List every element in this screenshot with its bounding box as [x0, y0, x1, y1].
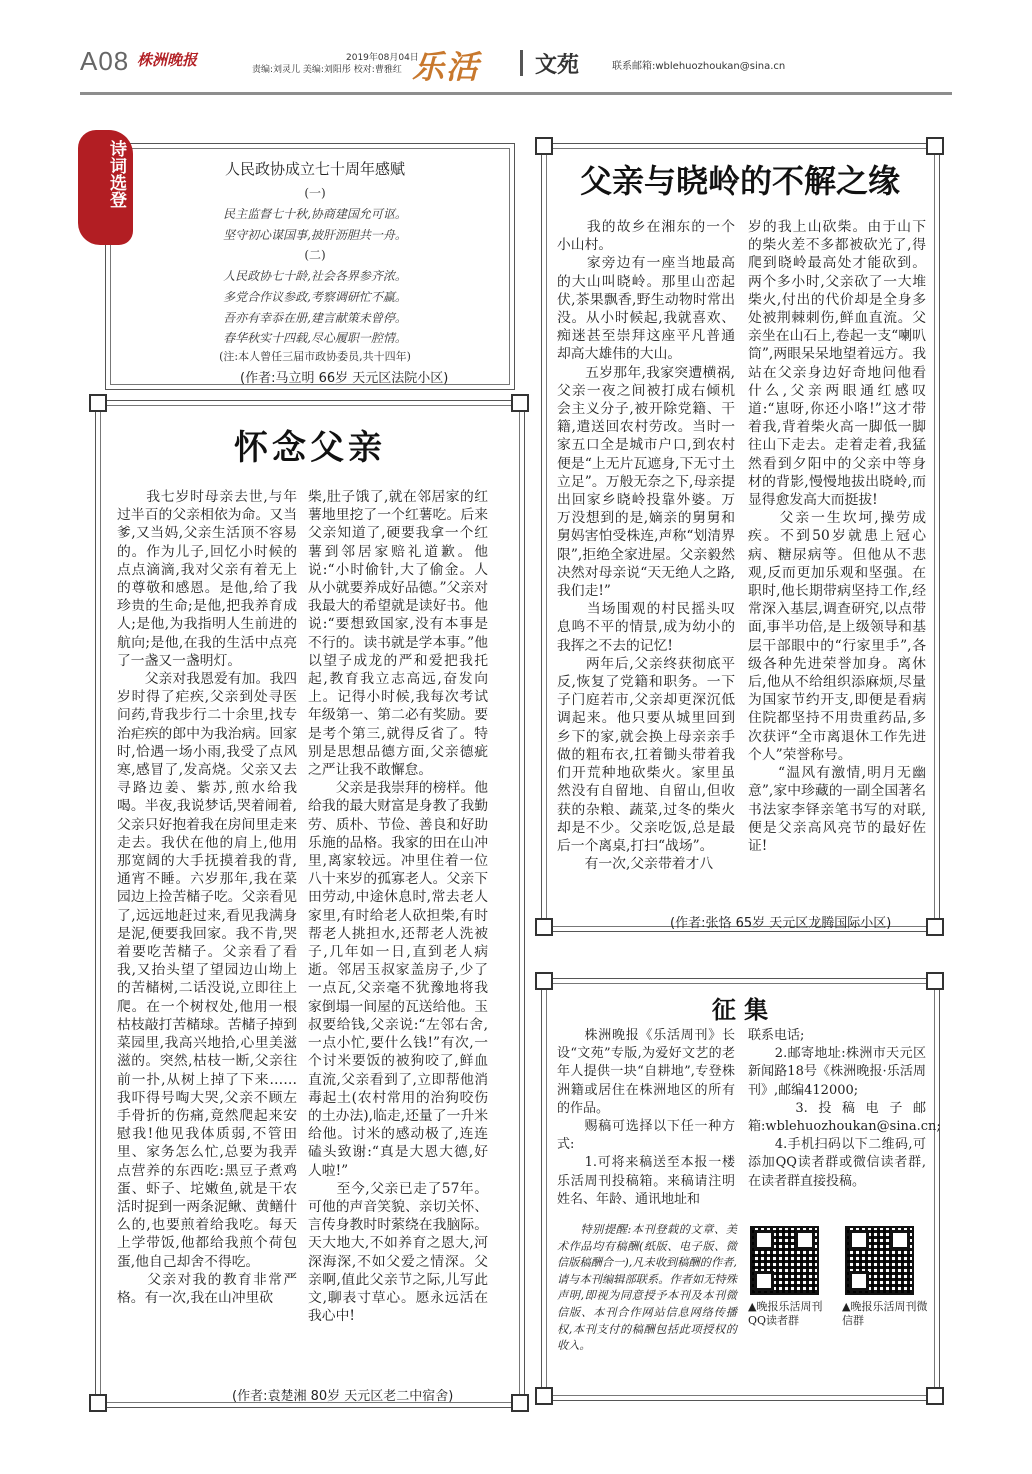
frame-corner	[511, 394, 529, 412]
frame-corner	[535, 918, 553, 936]
article-column: 岁的我上山砍柴。由于山下的柴火差不多都被砍光了,得爬到晓岭最高处才能砍到。两个多小时,父亲砍了一大堆柴火,付出的代价却是全身多处被荆棘刺伤,鲜血直流。父亲坐在山石上,卷起一支“喇叭筒”,两眼呆呆地望着远方。我站在父亲身边好奇地问他看什么,父亲两眼通红感叹道:“崽呀,你还小咯!”这才带着我,背着柴火高一脚低一脚往山下走去。走着走着,我猛然看到夕阳中的父亲中等身材的背影,慢慢地拔出晓岭,而显得愈发高大而挺拔! 父亲一生坎坷,操劳成疾。不到50岁就患上冠心病、糖尿病等。但他从不悲观,反而更加乐观和坚强。在职时,他长期带病坚持工作,经常深入基层,调查研究,以点带面,事半功倍,是上级领导和基层干部眼中的“行家里手”,各级各种先进荣誉加身。离休后,他从不给组织添麻烦,尽量为国家节约开支,即便是看病住院都坚持不用贵重药品,多次获评“全市离退休工作先进个人”荣誉称号。 “温风有激情,明月无幽意”,家中珍藏的一副全国著名书法家李铎亲笔书写的对联,便是父亲高风亮节的最好佐证!	[748, 219, 926, 854]
poem-note: (注:本人曾任三届市政协委员,共十四年)	[219, 350, 411, 363]
newspaper-logo: 株洲晚报	[133, 48, 201, 72]
poem-line: 坚守初心谋国事,披肝沥胆共一舟。	[223, 228, 407, 242]
qq-group-qr-code[interactable]	[750, 1226, 819, 1295]
section-name: 文苑	[535, 53, 580, 78]
qq-qr-caption: ▲晚报乐活周刊QQ读者群	[748, 1300, 823, 1327]
article-column: 柴,肚子饿了,就在邻居家的红薯地里挖了一个红薯吃。后来父亲知道了,硬要我拿一个红薯到邻居家赔礼道歉。他说:“小时偷针,大了偷金。人从小就要养成好品德。”父亲对我最大的希望就是读好书。他说:“要想致国家,没有本事是不行的。读书就是学本事。”他以望子成龙的严和爱把我托起,教育我立志高远,奋发向上。记得小时候,我每次考试年级第一、第二必有奖励。要是考个第三,就得反省了。特别是思想品德方面,父亲德疵之严让我不敢懈怠。 父亲是我崇拜的榜样。他给我的最大财富是身教了我勤劳、质朴、节俭、善良和好助乐施的品格。我家的田在山冲里,离家较远。冲里住着一位八十来岁的孤寡老人。父亲下田劳动,中途休息时,常去老人家里,有时给老人砍担柴,有时帮老人挑担水,还帮老人洗被子,几年如一日,直到老人病逝。邻居玉叔家盖房子,少了一点瓦,父亲毫不犹豫地将我家倒塌一间屋的瓦送给他。玉叔要给钱,父亲说:“左邻右舍,一点小忙,要什么钱!”有次,一个讨米要饭的被狗咬了,鲜血直流,父亲看到了,立即帮他消毒起土(农村常用的治狗咬伤的土办法),临走,还量了一升米给他。讨米的感动极了,连连磕头致谢:“真是大恩大德,好人啦!” 至今,父亲已走了57年。可他的声音笑貌、亲切关怀、言传身教时时萦绕在我脑际。天大地大,不如养育之恩大,河深海深,不如父爱之情深。父亲啊,值此父亲节之际,儿写此文,聊表寸草心。愿永远活在我心中!	[308, 489, 488, 1325]
poem-byline: (作者:马立明 66岁 天元区法院小区)	[240, 371, 449, 386]
article-title: 父亲与晓岭的不解之缘	[579, 162, 900, 200]
issue-date: 2019年08月04日	[346, 53, 419, 63]
header-rule	[80, 92, 952, 95]
poem-line: 吾亦有幸忝在册,建言献策未曾停。	[223, 311, 407, 325]
article-column: 我的故乡在湘东的一个小山村。 家旁边有一座当地最高的大山叫晓岭。那里山峦起伏,茶果飘香,野生动物时常出没。从小时候起,我就喜欢、痴迷甚至崇拜这座平凡普通却高大雄伟的大山。 五岁那年,我家突遭横祸,父亲一夜之间被打成右倾机会主义分子,被开除党籍、干籍,遣送回农村劳改。当时一家五口全是城市户口,到农村便是“上无片瓦遮身,下无寸土立足”。万般无奈之下,母亲提出回家乡晓岭投靠外婆。万万没想到的是,嫡亲的舅舅和舅妈害怕受株连,声称“划清界限”,拒绝全家进屋。父亲毅然决然对母亲说“天无绝人之路,我们走!” 当场围观的村民摇头叹息鸣不平的情景,成为幼小的我挥之不去的记忆! 两年后,父亲终获彻底平反,恢复了党籍和职务。一下子门庭若市,父亲却更深沉低调起来。他只要从城里回到乡下的家,就会换上母亲亲手做的粗布衣,扛着锄头带着我们开荒种地砍柴火。家里虽然没有自留地、自留山,但收获的杂粮、蔬菜,过冬的柴火却是不少。父亲吃饭,总是最后一个离桌,打扫“战场”。 有一次,父亲带着才八	[557, 219, 735, 873]
editors-credit: 责编:刘灵儿 美编:刘阳彤 校对:曹雅红	[252, 65, 402, 75]
poem-title: 人民政协成立七十周年感赋	[224, 160, 405, 178]
poem-line: 春华秋实十四载,尽心履职一腔情。	[223, 331, 407, 345]
notice-title: 征 集	[711, 995, 769, 1024]
article-title: 怀念父亲	[234, 428, 386, 468]
wechat-qr-caption: ▲晚报乐活周刊微信群	[842, 1300, 928, 1327]
poem-part-2-label: (二)	[304, 248, 326, 262]
frame-corner	[926, 972, 944, 990]
frame-corner	[89, 394, 107, 412]
poem-part-1-label: (一)	[304, 186, 326, 200]
seal-text: 诗词选登	[106, 140, 126, 208]
frame-corner	[511, 1394, 529, 1412]
frame-corner	[926, 918, 944, 936]
poem-seal-stamp	[78, 130, 133, 245]
article-column: 我七岁时母亲去世,与年过半百的父亲相依为命。又当爹,又当妈,父亲生活顶不容易的。作为儿子,回忆小时候的点点滴滴,我对父亲有着无上的尊敬和感恩。是他,给了我珍贵的生命;是他,把我养育成人;是他,为我指明人生前进的航向;是他,在我的生活中点亮了一盏又一盏明灯。 父亲对我恩爱有加。我四岁时得了疟疾,父亲到处寻医问药,背我步行二十余里,找专治疟疾的郎中为我治病。回家时,恰遇一场小雨,我受了点风寒,感冒了,发高烧。父亲又去寻路边姜、紫苏,煎水给我喝。半夜,我说梦话,哭着闹着,父亲只好抱着我在房间里走来走去。我伏在他的肩上,他用那宽阔的大手抚摸着我的背,通宵不睡。六岁那年,我在菜园边上捡苦槠子吃。父亲看见了,远远地赶过来,看见我满身是泥,便要我回家。我不肯,哭着要吃苦槠子。父亲看了看我,又抬头望了望园边山坳上的苦槠树,二话没说,立即往上爬。在一个树杈处,他用一根枯枝敲打苦槠球。苦槠子掉到菜园里,我高兴地拾,心里美滋滋的。突然,枯枝一断,父亲往前一扑,从树上掉了下来……我吓得号啕大哭,父亲不顾左手骨折的伤痛,竟然爬起来安慰我!他见我体质弱,不管田里、家务怎么忙,总要为我弄点营养的东西吃:黑豆子煮鸡蛋、虾子、坨嫩鱼,就是干农活时捉到一两条泥鳅、黄鳝什么的,也要煎着给我吃。每天上学带饭,他都给我煎个荷包蛋,他自己却舍不得吃。 父亲对我的教育非常严格。有一次,我在山冲里砍	[117, 489, 297, 1306]
article-byline: (作者:袁楚湘 80岁 天元区老二中宿舍)	[232, 1389, 454, 1404]
poem-line: 多党合作议参政,考察调研忙不赢。	[223, 290, 407, 304]
notice-reminder: 特别提醒:本刊登载的文章、美术作品均有稿酬(纸版、电子版、微信版稿酬合一),凡未收到稿酬的作者,请与本刊编辑部联系。作者如无特殊声明,即视为同意授予本刊及本刊微信版、本刊合作网站信息网络传播权,本刊支付的稿酬包括此项授权的收入。	[557, 1223, 737, 1353]
frame-corner	[535, 972, 553, 990]
header-divider	[520, 50, 523, 76]
frame-corner	[535, 1387, 553, 1405]
frame-corner	[926, 137, 944, 155]
notice-column: 株洲晚报《乐活周刊》长设“文苑”专版,为爱好文艺的老年人提供一块“自耕地”,专登株洲籍或居住在株洲地区的所有的作品。 赐稿可选择以下任一种方式: 1.可将来稿送至本报一楼乐活周刊投稿箱。来稿请注明姓名、年龄、通讯地址和	[557, 1028, 735, 1207]
frame-corner	[926, 1387, 944, 1405]
frame-corner	[535, 137, 553, 155]
poem-line: 人民政协七十龄,社会各界参齐浓。	[223, 269, 407, 283]
wechat-group-qr-code[interactable]	[845, 1226, 914, 1295]
page-number: A08	[80, 46, 130, 76]
section-brand-logo: 乐活	[412, 48, 481, 86]
article-byline: (作者:张恪 65岁 天元区龙腾国际小区)	[670, 916, 892, 931]
notice-column: 联系电话; 2.邮寄地址:株洲市天元区新闻路18号《株洲晚报·乐活周刊》,邮编412000; 3.投稿电子邮箱:wblehuozhoukan@sina.cn; 4.手机扫码以下二维码,可添加QQ读者群或微信读者群,在读者群直接投稿。	[748, 1028, 941, 1189]
poem-line: 民主监督七十秋,协商建国允可讴。	[223, 207, 407, 221]
contact-email: 联系邮箱:wblehuozhoukan@sina.cn	[612, 61, 786, 72]
frame-corner	[89, 1394, 107, 1412]
